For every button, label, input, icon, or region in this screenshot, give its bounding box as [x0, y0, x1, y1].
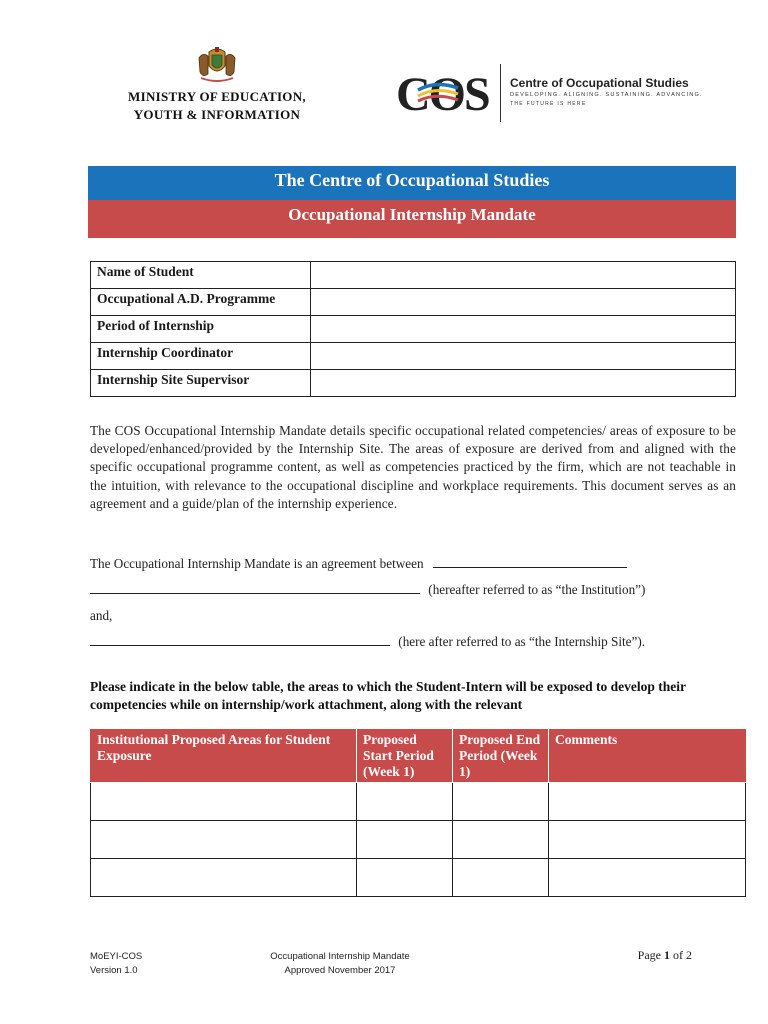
page-total: 2	[686, 948, 692, 962]
table-row	[91, 370, 736, 397]
cos-subtagline: THE FUTURE IS HERE	[510, 101, 587, 107]
end-period-cell[interactable]	[453, 783, 549, 821]
cos-mark-text: COS	[396, 68, 489, 116]
coordinator-label: Internship Coordinator	[91, 343, 311, 370]
start-period-cell[interactable]	[357, 783, 453, 821]
cos-logo-divider	[500, 64, 501, 122]
agreement-line-2	[90, 582, 645, 598]
start-period-cell[interactable]	[357, 821, 453, 859]
footer-center	[240, 950, 440, 978]
student-name-label: Name of Student	[91, 262, 311, 289]
area-cell[interactable]	[91, 859, 357, 897]
institution-name-blank-2[interactable]	[90, 582, 420, 594]
student-name-field[interactable]	[311, 262, 736, 289]
header-comments: Comments	[549, 730, 746, 783]
area-cell[interactable]	[91, 821, 357, 859]
table-row	[91, 783, 746, 821]
header-proposed-areas: Institutional Proposed Areas for Student Exposure	[91, 730, 357, 783]
footer-version: Version 1.0	[90, 965, 138, 976]
agreement-institution-suffix: (hereafter referred to as “the Institution”)	[428, 582, 646, 597]
programme-field[interactable]	[311, 289, 736, 316]
table-row	[91, 289, 736, 316]
page-number	[600, 948, 692, 963]
coat-of-arms-icon	[195, 44, 239, 84]
cos-name: Centre of Occupational Studies	[510, 76, 689, 90]
intro-paragraph: The COS Occupational Internship Mandate details specific occupational related competencies/ areas of exposure to be developed/enhanced/provided by the Internship Site. The areas of exposure are derived from and aligned with the specific occupational programme content, as well as competencies practiced by the firm, which are not teachable in the intuition, with relevance to the occupational discipline and workplace requirements. This document serves as an agreement and a guide/plan of the internship experience.	[90, 423, 736, 511]
supervisor-field[interactable]	[311, 370, 736, 397]
header-end-period: Proposed End Period (Week 1)	[453, 730, 549, 783]
programme-label: Occupational A.D. Programme	[91, 289, 311, 316]
period-field[interactable]	[311, 316, 736, 343]
cos-logo-mark	[396, 68, 498, 116]
table-row	[91, 821, 746, 859]
footer-approval: Approved November 2017	[284, 965, 396, 976]
table-row	[91, 343, 736, 370]
table-header-row	[91, 730, 746, 783]
coordinator-field[interactable]	[311, 343, 736, 370]
table-row	[91, 316, 736, 343]
agreement-line-4	[90, 634, 645, 650]
supervisor-label: Internship Site Supervisor	[91, 370, 311, 397]
table-row	[91, 859, 746, 897]
exposure-areas-table	[90, 729, 746, 897]
subtitle-banner: Occupational Internship Mandate	[88, 200, 736, 238]
table-row	[91, 262, 736, 289]
ministry-name-line-1: MINISTRY OF EDUCATION,	[128, 89, 306, 104]
footer-doc-code: MoEYI-COS	[90, 951, 143, 962]
page-prefix: Page	[637, 948, 661, 962]
footer-left	[90, 950, 142, 978]
agreement-and: and,	[90, 608, 113, 623]
comments-cell[interactable]	[549, 859, 746, 897]
agreement-site-suffix: (here after referred to as “the Internship Site”).	[398, 634, 646, 649]
internship-site-name-blank[interactable]	[90, 634, 390, 646]
instruction-paragraph: Please indicate in the below table, the areas to which the Student-Intern will be exposed to develop their competencies while on internship/work attachment, along with the relevant	[90, 679, 686, 712]
ministry-name-line-2: YOUTH & INFORMATION	[133, 107, 301, 122]
agreement-line-1	[90, 556, 627, 572]
period-label: Period of Internship	[91, 316, 311, 343]
end-period-cell[interactable]	[453, 821, 549, 859]
comments-cell[interactable]	[549, 821, 746, 859]
page-of: of	[673, 948, 683, 962]
start-period-cell[interactable]	[357, 859, 453, 897]
ministry-logo-block	[112, 44, 322, 124]
cos-logo-block	[396, 64, 746, 124]
page-current: 1	[664, 948, 670, 962]
cos-tagline: DEVELOPING. ALIGNING. SUSTAINING. ADVANCING.	[510, 92, 703, 98]
agreement-line-1-text: The Occupational Internship Mandate is an agreement between	[90, 556, 424, 571]
institution-name-blank-1[interactable]	[433, 556, 627, 568]
footer-doc-title: Occupational Internship Mandate	[270, 951, 410, 962]
area-cell[interactable]	[91, 783, 357, 821]
title-banner: The Centre of Occupational Studies	[88, 166, 736, 200]
student-info-table	[90, 261, 736, 397]
comments-cell[interactable]	[549, 783, 746, 821]
header-start-period: Proposed Start Period (Week 1)	[357, 730, 453, 783]
end-period-cell[interactable]	[453, 859, 549, 897]
